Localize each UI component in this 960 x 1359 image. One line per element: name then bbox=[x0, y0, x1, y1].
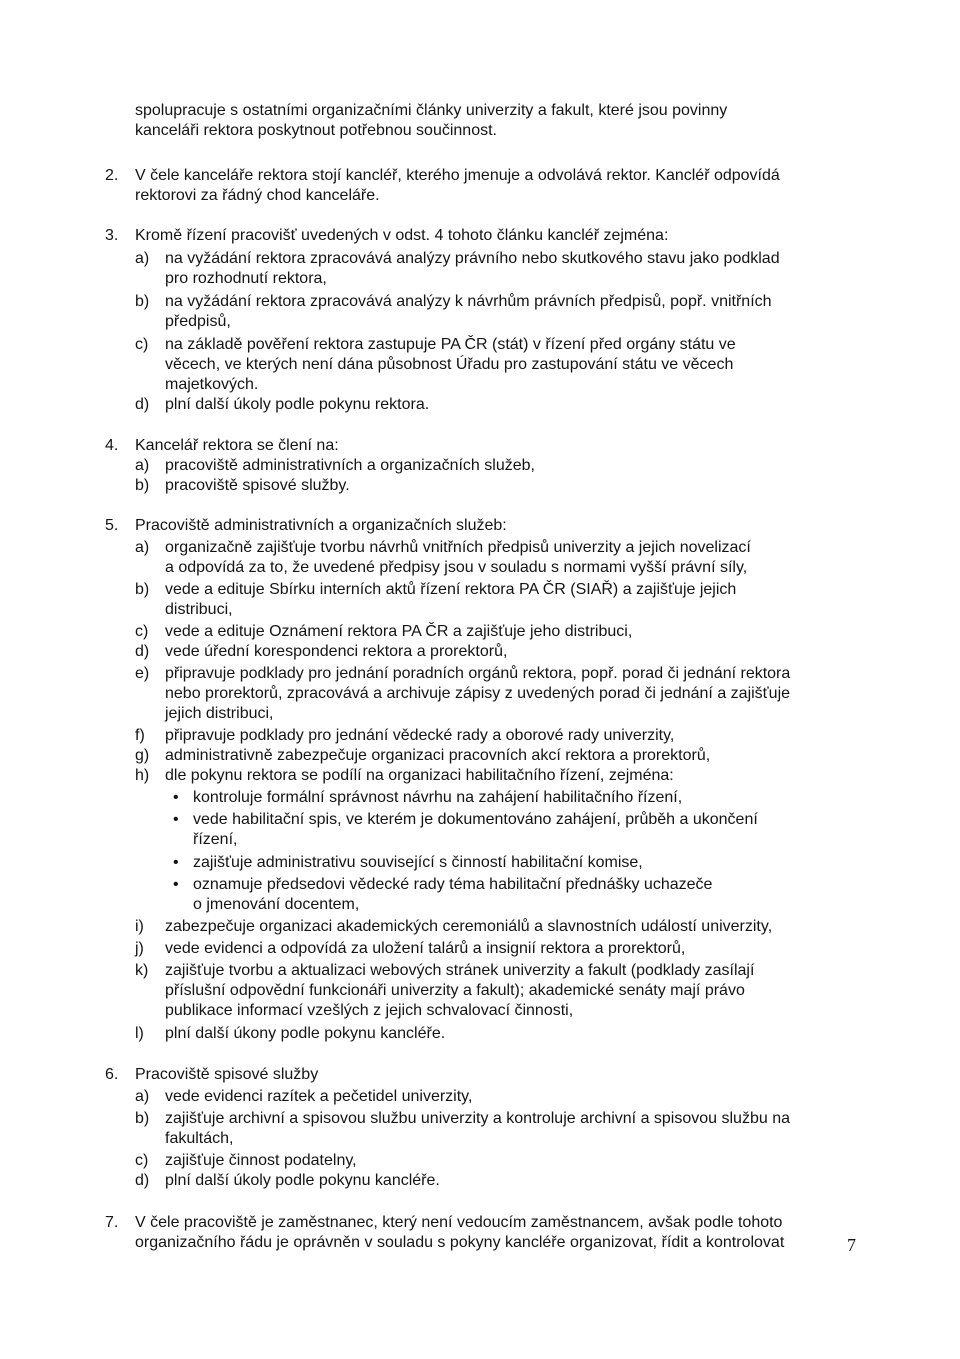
text-line: organizačního řádu je oprávněn v souladu s pokyny kancléře organizovat, řídit a kontrolovat bbox=[135, 1234, 785, 1251]
section-lead: Pracoviště spisové služby bbox=[135, 1066, 319, 1083]
section-lead: Kromě řízení pracovišť uvedených v odst. 4 tohoto článku kancléř zejména: bbox=[135, 227, 669, 244]
text-line: kontroluje formální správnost návrhu na zahájení habilitačního řízení, bbox=[193, 789, 683, 806]
text-line: nebo prorektorů, zpracovává a archivuje zápisy z uvedených porad či jednání a zajišťuje bbox=[165, 685, 791, 702]
text-line: rektorovi za řádný chod kanceláře. bbox=[135, 187, 380, 204]
text-line: zabezpečuje organizaci akademických ceremoniálů a slavnostních událostí univerzity, bbox=[165, 918, 773, 935]
page-number: 7 bbox=[847, 1235, 856, 1255]
sub-letter: c) bbox=[135, 336, 149, 353]
item-number: 6. bbox=[105, 1066, 119, 1083]
sub-letter: a) bbox=[135, 457, 150, 474]
sub-letter: h) bbox=[135, 767, 150, 784]
text-line: vede a edituje Oznámení rektora PA ČR a zajišťuje jeho distribuci, bbox=[165, 623, 633, 640]
sub-letter: g) bbox=[135, 747, 150, 764]
text-line: pracoviště administrativních a organizačních služeb, bbox=[165, 457, 535, 474]
sub-letter: c) bbox=[135, 1152, 149, 1169]
text-line: publikace informací vzešlých z jejich schvalovací činnosti, bbox=[165, 1002, 574, 1019]
sub-letter: e) bbox=[135, 665, 150, 682]
text-line: připravuje podklady pro jednání poradních orgánů rektora, popř. porad či jednání rektora bbox=[165, 665, 791, 682]
text-line: plní další úkoly podle pokynu kancléře. bbox=[165, 1172, 440, 1189]
text-line: na základě pověření rektora zastupuje PA ČR (stát) v řízení před orgány státu ve bbox=[165, 336, 736, 353]
sub-letter: b) bbox=[135, 477, 150, 494]
text-line: a odpovídá za to, že uvedené předpisy jsou v souladu s normami vyšší právní síly, bbox=[165, 559, 748, 576]
text-line: věcech, ve kterých není dána působnost Úřadu pro zastupování státu ve věcech bbox=[165, 356, 734, 373]
sub-letter: a) bbox=[135, 539, 150, 556]
sub-letter: i) bbox=[135, 918, 144, 935]
text-line: majetkových. bbox=[165, 376, 259, 393]
text-line: organizačně zajišťuje tvorbu návrhů vnitřních předpisů univerzity a jejich novelizací bbox=[165, 539, 751, 556]
text-line: vede habilitační spis, ve kterém je dokumentováno zahájení, průběh a ukončení bbox=[193, 811, 758, 828]
text-line: plní další úkony podle pokynu kancléře. bbox=[165, 1025, 446, 1042]
sub-letter: b) bbox=[135, 293, 150, 310]
item-number: 4. bbox=[105, 437, 119, 454]
sub-letter: a) bbox=[135, 250, 150, 267]
bullet-icon: • bbox=[173, 876, 179, 893]
text-line: dle pokynu rektora se podílí na organizaci habilitačního řízení, zejména: bbox=[165, 767, 674, 784]
text-line: vede evidenci razítek a pečetidel univerzity, bbox=[165, 1088, 473, 1105]
sub-letter: f) bbox=[135, 727, 145, 744]
section-lead: Kancelář rektora se člení na: bbox=[135, 437, 339, 454]
item-number: 5. bbox=[105, 517, 119, 534]
sub-letter: d) bbox=[135, 643, 150, 660]
text-line: pro rozhodnutí rektora, bbox=[165, 270, 327, 287]
text-line: zajišťuje administrativu související s činností habilitační komise, bbox=[193, 854, 643, 871]
bullet-icon: • bbox=[173, 811, 179, 828]
text-line: V čele kanceláře rektora stojí kancléř, kterého jmenuje a odvolává rektor. Kancléř odpovídá bbox=[135, 167, 780, 184]
item-number: 7. bbox=[105, 1214, 119, 1231]
sub-letter: b) bbox=[135, 1110, 150, 1127]
text-line: V čele pracoviště je zaměstnanec, který není vedoucím zaměstnancem, avšak podle tohoto bbox=[135, 1214, 783, 1231]
sub-letter: c) bbox=[135, 623, 149, 640]
text-line: vede a edituje Sbírku interních aktů řízení rektora PA ČR (SIAŘ) a zajišťuje jejich bbox=[165, 581, 737, 598]
text-line: připravuje podklady pro jednání vědecké rady a oborové rady univerzity, bbox=[165, 727, 675, 744]
sub-letter: d) bbox=[135, 1172, 150, 1189]
text-line: pracoviště spisové služby. bbox=[165, 477, 350, 494]
bullet-icon: • bbox=[173, 789, 179, 806]
text-line: na vyžádání rektora zpracovává analýzy právního nebo skutkového stavu jako podklad bbox=[165, 250, 780, 267]
text-line: fakultách, bbox=[165, 1130, 234, 1147]
sub-letter: a) bbox=[135, 1088, 150, 1105]
text-line: plní další úkoly podle pokynu rektora. bbox=[165, 396, 430, 413]
item-number: 3. bbox=[105, 227, 119, 244]
text-line: kanceláři rektora poskytnout potřebnou součinnost. bbox=[135, 122, 497, 139]
sub-letter: d) bbox=[135, 396, 150, 413]
sub-letter: k) bbox=[135, 962, 149, 979]
text-line: spolupracuje s ostatními organizačními články univerzity a fakult, které jsou povinny bbox=[135, 102, 728, 119]
item-number: 2. bbox=[105, 167, 119, 184]
text-line: o jmenování docentem, bbox=[193, 896, 360, 913]
text-line: zajišťuje tvorbu a aktualizaci webových stránek univerzity a fakult (podklady zasílají bbox=[165, 962, 755, 979]
text-line: předpisů, bbox=[165, 313, 231, 330]
text-line: oznamuje předsedovi vědecké rady téma habilitační přednášky uchazeče bbox=[193, 876, 713, 893]
text-line: řízení, bbox=[193, 831, 238, 848]
text-line: na vyžádání rektora zpracovává analýzy k návrhům právních předpisů, popř. vnitřních bbox=[165, 293, 772, 310]
text-line: administrativně zabezpečuje organizaci pracovních akcí rektora a prorektorů, bbox=[165, 747, 711, 764]
text-line: zajišťuje archivní a spisovou službu univerzity a kontroluje archivní a spisovou službu na bbox=[165, 1110, 790, 1127]
sub-letter: j) bbox=[135, 940, 144, 957]
section-lead: Pracoviště administrativních a organizačních služeb: bbox=[135, 517, 507, 534]
sub-letter: b) bbox=[135, 581, 150, 598]
text-line: distribuci, bbox=[165, 601, 233, 618]
text-line: vede úřední korespondenci rektora a prorektorů, bbox=[165, 643, 508, 660]
text-line: příslušní odpovědní funkcionáři univerzity a fakult); akademické senáty mají právo bbox=[165, 982, 745, 999]
bullet-icon: • bbox=[173, 854, 179, 871]
sub-letter: l) bbox=[135, 1025, 144, 1042]
text-line: jejich distribuci, bbox=[165, 705, 274, 722]
text-line: vede evidenci a odpovídá za uložení talárů a insignií rektora a prorektorů, bbox=[165, 940, 686, 957]
text-line: zajišťuje činnost podatelny, bbox=[165, 1152, 357, 1169]
